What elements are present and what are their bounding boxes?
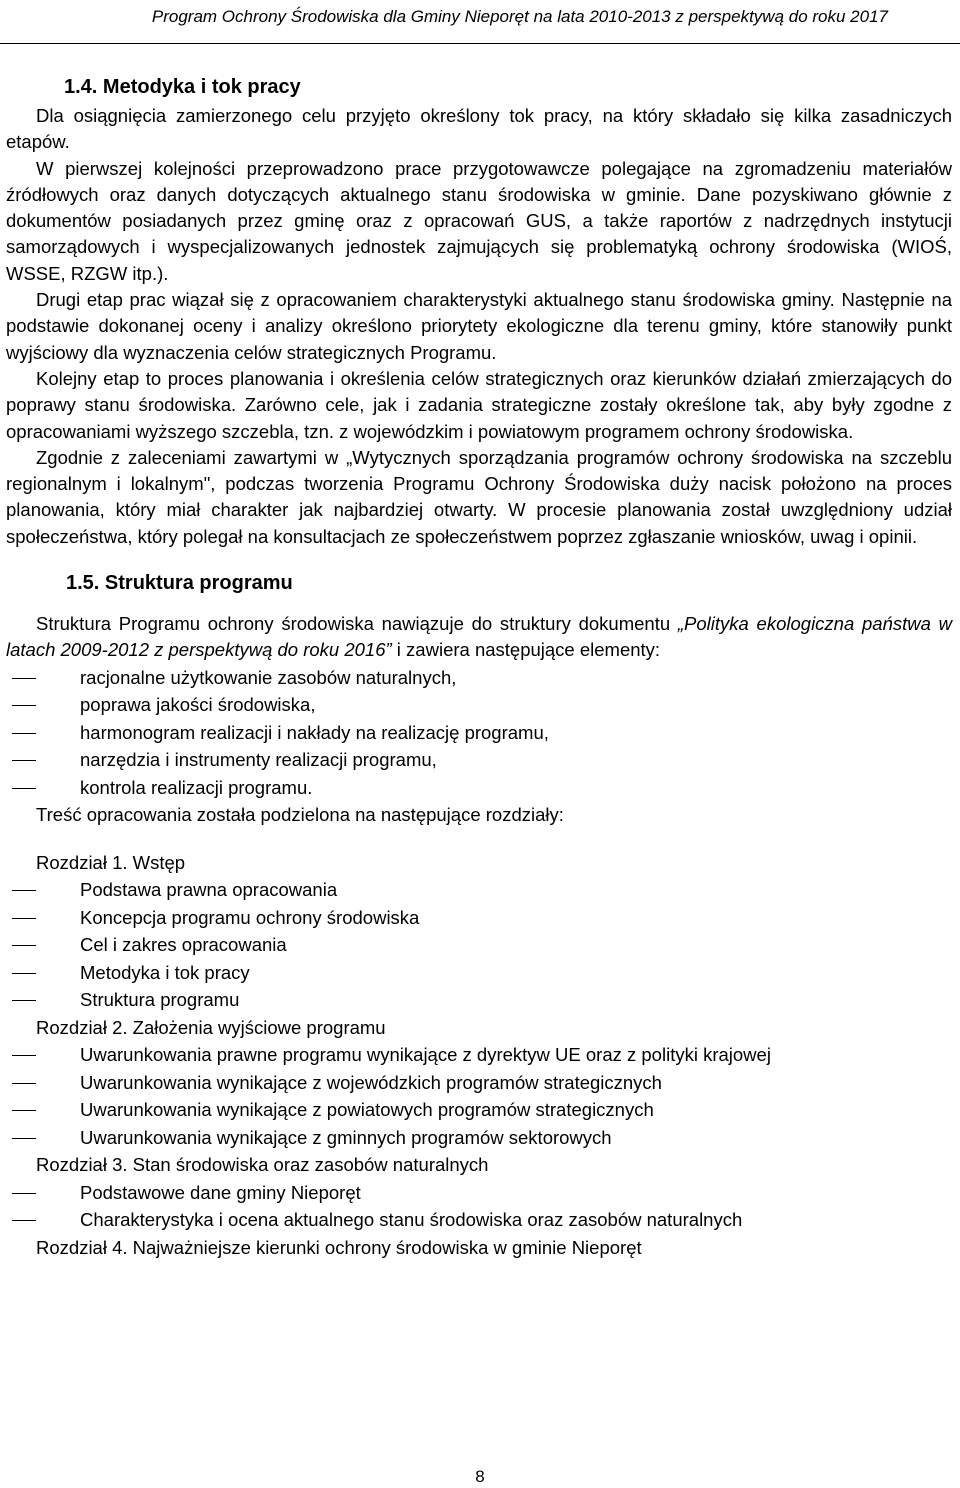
elements-list: [6, 664, 952, 802]
chapter-items: [6, 1179, 952, 1234]
paragraph: Dla osiągnięcia zamierzonego celu przyjęto określony tok pracy, na który składało się kilka zasadniczych etapów.: [6, 105, 952, 153]
list-item: poprawa jakości środowiska,: [6, 691, 952, 719]
chapter-title: Rozdział 1. Wstęp: [36, 851, 186, 873]
list-item: narzędzia i instrumenty realizacji programu,: [6, 746, 952, 774]
page-number: 8: [475, 1467, 485, 1486]
list-item: Koncepcja programu ochrony środowiska: [6, 904, 952, 932]
list-item: kontrola realizacji programu.: [6, 774, 952, 802]
paragraph: Zgodnie z zaleceniami zawartymi w „Wytycznych sporządzania programów ochrony środowiska na szczeblu regionalnym i lokalnym", podczas tworzenia Programu Ochrony Środowiska duży nacisk położono na proces planowania, który miał charakter jak najbardziej otwarty. W procesie planowania został uwzględniony udział społeczeństwa, który polegał na konsultacjach ze społeczeństwem poprzez zgłaszanie wniosków, uwag i opinii.: [6, 446, 952, 547]
page-content: [6, 76, 952, 1261]
chapters-intro: Treść opracowania została podzielona na następujące rozdziały:: [36, 804, 564, 826]
list-item: Podstawa prawna opracowania: [6, 876, 952, 904]
chapter-items: [6, 1041, 952, 1151]
list-item: Cel i zakres opracowania: [6, 931, 952, 959]
paragraph: W pierwszej kolejności przeprowadzono prace przygotowawcze polegające na zgromadzeniu materiałów źródłowych oraz danych dotyczących aktualnego stanu środowiska w gminie. Dane pozyskiwano głównie z dokumentów posiadanych przez gminę oraz z opracowań GUS, a także raportów z nadrzędnych instytucji samorządowych i wyspecjalizowanych jednostek zajmujących się problematyką ochrony środowiska (WIOŚ, WSSE, RZGW itp.).: [6, 157, 952, 284]
list-item: Podstawowe dane gminy Nieporęt: [6, 1179, 952, 1207]
section-heading-1-5: 1.5. Struktura programu: [66, 572, 293, 595]
chapter-items: [6, 876, 952, 1014]
intro-text: Struktura Programu ochrony środowiska nawiązuje do struktury dokumentu: [36, 613, 678, 635]
list-item: racjonalne użytkowanie zasobów naturalnych,: [6, 664, 952, 692]
list-item: Uwarunkowania wynikające z gminnych programów sektorowych: [6, 1124, 952, 1152]
paragraph: Drugi etap prac wiązał się z opracowaniem charakterystyki aktualnego stanu środowiska gminy. Następnie na podstawie dokonanej oceny i analizy określono priorytety ekologiczne dla terenu gminy, które stanowiły punkt wyjściowy dla wyznaczenia celów strategicznych Programu.: [6, 289, 952, 363]
list-item: Uwarunkowania prawne programu wynikające z dyrektyw UE oraz z polityki krajowej: [6, 1041, 952, 1069]
structure-intro: [6, 611, 952, 664]
list-item: Uwarunkowania wynikające z wojewódzkich programów strategicznych: [6, 1069, 952, 1097]
section-heading-1-4: 1.4. Metodyka i tok pracy: [64, 76, 301, 98]
document-title: „Polityka ekologiczna państwa w latach 2009-2012 z perspektywą do roku 2016”: [6, 613, 952, 661]
list-item: Uwarunkowania wynikające z powiatowych programów strategicznych: [6, 1096, 952, 1124]
chapter-title: Rozdział 4. Najważniejsze kierunki ochrony środowiska w gminie Nieporęt: [36, 1236, 642, 1258]
paragraph: Kolejny etap to proces planowania i określenia celów strategicznych oraz kierunków działań zmierzających do poprawy stanu środowiska. Zarówno cele, jak i zadania strategiczne zostały określone tak, aby były zgodne z opracowaniami wyższego szczebla, tzn. z wojewódzkim i powiatowym programem ochrony środowiska.: [6, 367, 952, 442]
list-item: Metodyka i tok pracy: [6, 959, 952, 987]
list-item: Charakterystyka i ocena aktualnego stanu środowiska oraz zasobów naturalnych: [6, 1206, 952, 1234]
header-title: Program Ochrony Środowiska dla Gminy Nieporęt na lata 2010-2013 z perspektywą do roku 2017: [151, 7, 888, 26]
chapter-title: Rozdział 3. Stan środowiska oraz zasobów naturalnych: [36, 1154, 489, 1176]
page-header: [0, 4, 960, 44]
chapter-title: Rozdział 2. Założenia wyjściowe programu: [36, 1016, 386, 1038]
list-item: Struktura programu: [6, 986, 952, 1014]
list-item: harmonogram realizacji i nakłady na realizację programu,: [6, 719, 952, 747]
intro-text-end: i zawiera następujące elementy:: [391, 639, 661, 661]
